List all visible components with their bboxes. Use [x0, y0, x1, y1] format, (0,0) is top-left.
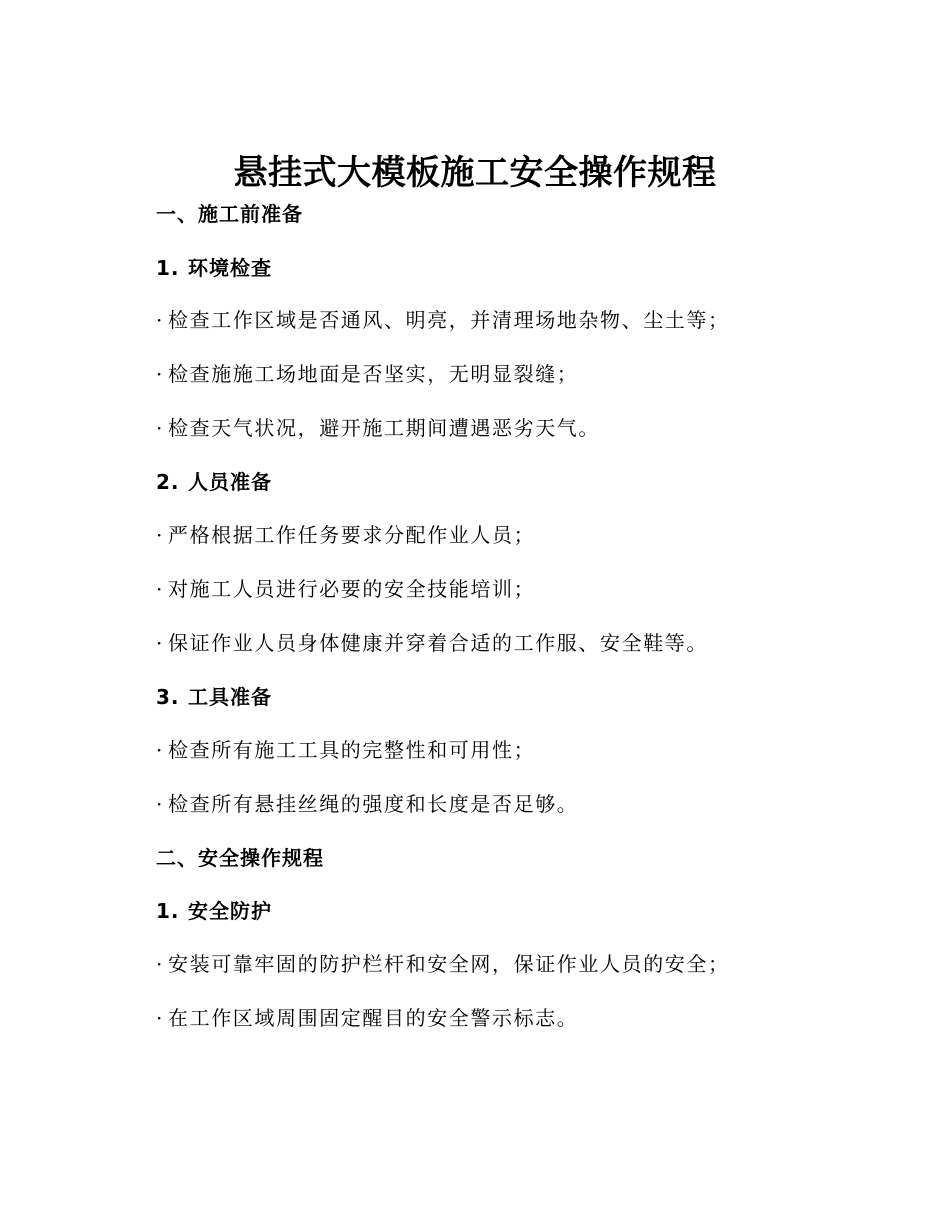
subsection-number: 1.	[156, 256, 180, 280]
section-heading-2: 二、安全操作规程	[156, 846, 324, 870]
list-item: · 安装可靠牢固的防护栏杆和安全网，保证作业人员的安全；	[156, 952, 730, 976]
list-item: · 严格根据工作任务要求分配作业人员；	[156, 523, 536, 547]
bullet-dot: ·	[156, 577, 164, 601]
subsection-title: 环境检查	[188, 256, 272, 280]
subsection-heading-1-2	[156, 468, 272, 496]
list-item: · 保证作业人员身体健康并穿着合适的工作服、安全鞋等。	[156, 631, 708, 655]
list-item: · 对施工人员进行必要的安全技能培训；	[156, 577, 536, 601]
list-item: · 检查所有施工工具的完整性和可用性；	[156, 738, 536, 762]
subsection-heading-1-1	[156, 254, 272, 282]
list-item: · 检查工作区域是否通风、明亮，并清理场地杂物、尘土等；	[156, 308, 730, 332]
bullet-dot: ·	[156, 308, 164, 332]
subsection-number: 3.	[156, 685, 180, 709]
bullet-dot: ·	[156, 416, 164, 440]
list-item: · 检查施施工场地面是否坚实，无明显裂缝；	[156, 362, 579, 386]
list-item: · 检查所有悬挂丝绳的强度和长度是否足够。	[156, 792, 579, 816]
bullet-dot: ·	[156, 792, 164, 816]
list-item: · 检查天气状况，避开施工期间遭遇恶劣天气。	[156, 416, 600, 440]
bullet-dot: ·	[156, 738, 164, 762]
bullet-dot: ·	[156, 952, 164, 976]
subsection-heading-2-1	[156, 897, 272, 925]
subsection-title: 人员准备	[188, 470, 272, 494]
bullet-dot: ·	[156, 523, 164, 547]
section-heading-1: 一、施工前准备	[156, 202, 303, 226]
subsection-number: 2.	[156, 470, 180, 494]
document-title: 悬挂式大模板施工安全操作规程	[233, 153, 717, 193]
subsection-heading-1-3	[156, 683, 272, 711]
list-item: · 在工作区域周围固定醒目的安全警示标志。	[156, 1006, 579, 1030]
subsection-title: 工具准备	[188, 685, 272, 709]
subsection-number: 1.	[156, 899, 180, 923]
subsection-title: 安全防护	[188, 899, 272, 923]
bullet-dot: ·	[156, 1006, 164, 1030]
bullet-dot: ·	[156, 631, 164, 655]
bullet-dot: ·	[156, 362, 164, 386]
